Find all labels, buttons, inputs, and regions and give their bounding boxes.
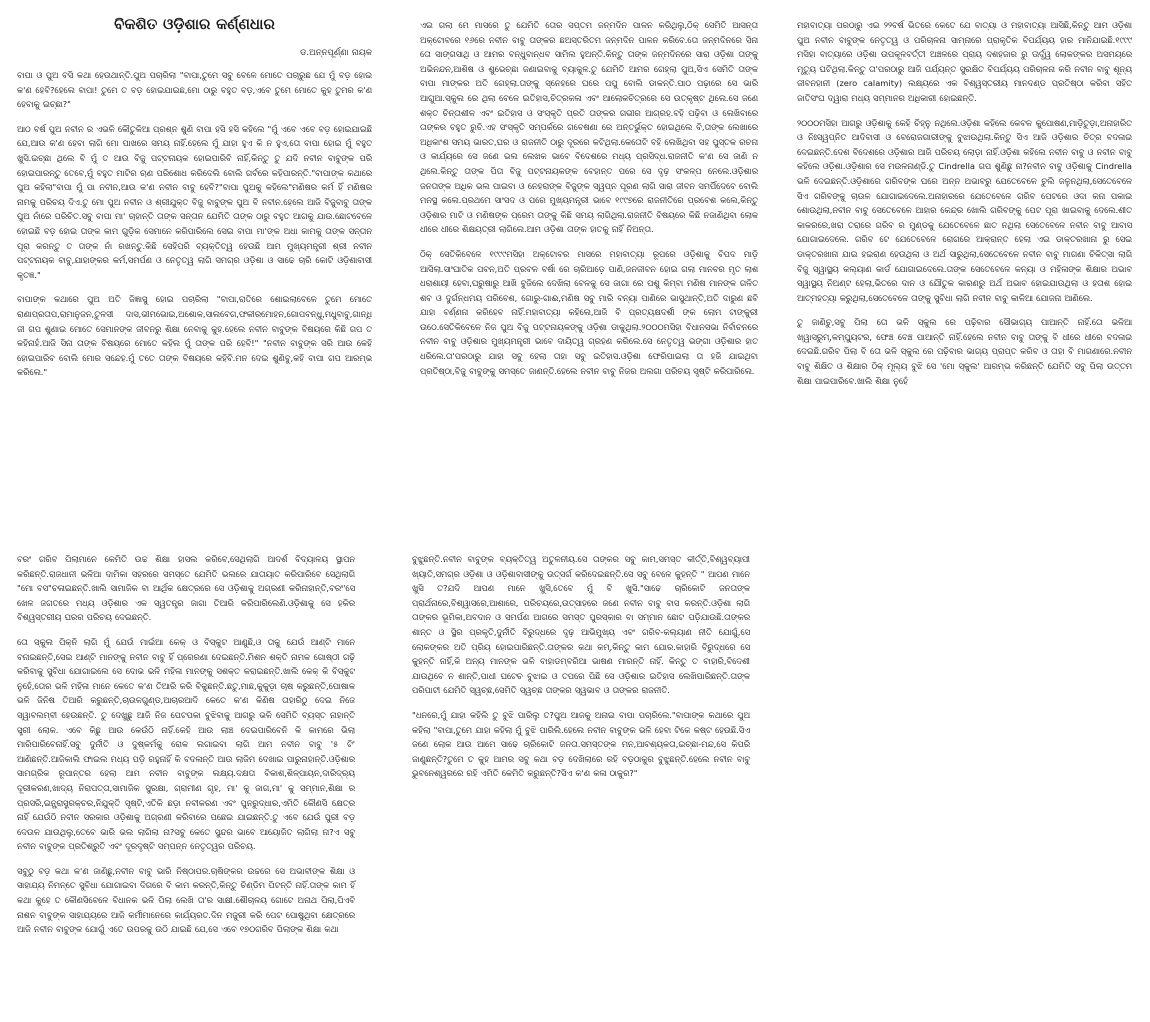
paragraph: ବାପାଙ୍କ କଥାରେ ପୁଅ ଅତି ଜିଜ୍ଞାସୁ ହୋଇ ପଚାରିଲା "ବାପା,ରାତିରେ ଶୋଇଲାବେଳେ ତୁମେ ମୋତେ ରାଣାପ୍ରତାପ,ରାମାନୁଜନ,ତୁଳସୀ ଦାସ,ଭୀମଭୋଇ,ଅଶୋକ,ସାଲବେଗ,ଫକୀରମୋହନ,ଗୋପବନ୍ଧୁ,ମଧୁବାବୁ,ଗାନ୍ଧି ଜୀ ଗପ ଶୁଣାଇ ମୋତେ ସେମାନଙ୍କ ଜୀବନରୁ ଶିକ୍ଷା ନେବାକୁ କୁହ.ହେଲେ ନବୀନ ବାବୁଙ୍କ ବିଷୟରେ କିଛି ଗପ ତ କହିନାହଁ.ଆଜି ସିନା ତାଙ୍କ ବିଷୟରେ ମୋତେ କହିଲ ମୁଁ ତାଙ୍କ ପରି ହେବି!" "ନବୀନ ବାବୁଙ୍କ ସରି ଆଉ କେହି ହୋଇପାରିବ ବୋଲି ମୋର ସନ୍ଦେହ.ମୁଁ ତତେ ତାଙ୍କ ବିଷୟରେ କହିବି.ମନ ଦେଇ ଶୁଣିବୁ,କହି ବାପା ଗପ ଆରମ୍ଭ କରିଲେ." <box>17 294 372 378</box>
paragraph: "ଧନରେ,ମୁଁ ଯାହା କହିଲି ତୁ ବୁଝି ପାରିଲୁ ତ?ପୁଅ ଆଜକୁ ଅନାଇ ବାପା ପଚାରିଲେ."ବାପାଙ୍କ କଥାରେ ପୁଅ କହିଲା "ବାପା,ତୁମେ ଯାହା କହିଲା ମୁଁ ବୁଝି ପାରିଲି.ହେଲେ ନବୀନ ବାବୁଙ୍କ ଭଳି ହେବା ଟିକେ କଷ୍ଟ ହେଉଛି.ସିଏ ଜଣେ ଲୋକ ଆଉ ଆମେ ସାଢେ ଚାରିକୋଟି ଜନତା.ସମସ୍ତଙ୍କ ମନ,ଆବଶ୍ୟକତା,ଇଚ୍ଛା-ମନ୍ଦ,ସେ କିପରି ଜାଣୁଛନ୍ତି?ତୁମେ ତ କୁହ ଆମର ସବୁ କଥା ବଡ଼ ଦେଖିଲାରେ ରହି ବଡ଼ଠାକୁର ବୁଝୁଛନ୍ତି.ହେଲେ ନବୀନ ବାବୁ ଭୁବନେଶ୍ୱରରେ ରହି ଏମିତି କେମିତି କରୁଛନ୍ତି?ସିଏ କ'ଣ କଳା ଠାକୁର?" <box>412 709 750 779</box>
paragraph: ବାପା ଓ ପୁଅ ବସି କଥା ହେଉଥାନ୍ତି.ପୁଅ ପଚାରିଲା "ବାପା,ତୁମେ ସବୁ ବେଳେ ମୋତେ ପଚାରୁଛ ଯେ ମୁଁ ବଡ଼ ହୋଇ କ'ଣ ହେବି?ହେଲେ ବାପା! ତୁମେ ତ ବଡ଼ ହୋଇଯାଇଛ,ମୋ ଠାରୁ ବହୁତ ବଡ଼,ଏବେ ତୁମେ ମୋତେ କୁହ ତୁମର କ'ଣ ହେବାକୁ ଇଚ୍ଛା?" <box>17 70 372 110</box>
paragraph: ଠିକ୍ ସେତିକିବେଳେ ୧୯୯୯ମସିହା ଅକ୍ଟୋବର ମାସରେ ମହାବାତ୍ୟା ରୂପରେ ଓଡ଼ିଶାକୁ ବିପଦ ମାଡ଼ି ଆସିଲା.ସାଂଘାତିକ ପବନ,ଅତି ପ୍ରବଳ ବର୍ଷା ରେ ଚାରିଆଡ଼େ ପାଣି,ଜନଜୀବନ ହୋଇ ଗଲା ମାନବର ମୃତ ଲାଶ ଧରାଶାୟୀ ହେବା,ଘରୁଷାରୁ ଆଖି ବୁଜିଲେ ଦେଖିଲା ବେଳକୁ ସେ ଜାଗା ରେ ପଶୁ କିମ୍ବା ମଣିଷ ମାନଙ୍କ ଗଳିତ ଶବ ଓ ଦୁର୍ଗନ୍ଧମୟ ପରିବେଶ, ଗୋରୁ-ଗାଈ,ମଣିଷ ସବୁ ମାରି ବନ୍ୟା ପାଣିରେ ଭାସୁଥାନ୍ତି,ଅତି ଦାରୁଣ ଛବି ଯାହା ବର୍ଣ୍ଣନା କରିହେବ ନାହିଁ.ମହାବାତ୍ୟା କହିଲେ,ଆଜି ବି ପ୍ରତ୍ୟକ୍ଷଦର୍ଶୀ ଙ୍କ ଲୋମ ଟାଙ୍କୁରୀ ଉଠେ.ସେତିକିବେଳେ ନିଜ ପୁଅ ବିଜୁ ପଟ୍ଟନାୟକଙ୍କୁ ଓଡ଼ିଶା ଡାକୁଥିଲା.୨୦୦୦ମସିହା ବିଧାନସଭା ନିର୍ବାଚନରେ ନବୀନ ବାବୁ ଓଡ଼ିଶାର ମୁଖ୍ୟମନ୍ତ୍ରୀ ଭାବେ ଦାୟିତ୍ୱ ଗ୍ରହଣ କରିଲେ.ସେ ନେତୃତ୍ୱ ଭଙ୍ଗା ଓଡ଼ିଶାର ହାତ ଧରିଲେ.ତା'ପରଠାରୁ ଯାହା ସବୁ ହେଲା ତାହା ସବୁ ଇତିହାସ.ଓଡ଼ିଶା ଫେରିପାଇଲା ତା ହଜି ଯାଇଥିବା ପ୍ରତିଷ୍ଠା,ବିଜୁ ବାବୁଙ୍କୁ ସମସ୍ତେ ଜାଣନ୍ତି.ହେଲେ ନବୀନ ବାବୁ ନିଜର ଅଲଗା ପରିଚୟ ସୃଷ୍ଟି କରିପାରିଲେ. <box>420 248 758 376</box>
author-byline: ଡ.ଅନ୍ନପୂର୍ଣ୍ଣା ନାୟକ <box>300 48 372 58</box>
paragraph: ଆଠ ବର୍ଷ ପୁଅ ନବୀନ ର ଏଭଳି କୌତୁକିଆ ପ୍ରଶ୍ନ ଶୁଣି ବାପା ହସି ହସି କହିଲେ "ମୁଁ ଏବେ ଏବେ ବଡ଼ ହୋଇଯାଇଛି ଯେ,ଆଉ କ'ଣ ହେବା ଲାଗି ମୋ ପାଖରେ ସମୟ ନାହିଁ.ହେଲେ ମୁଁ ଯାହା ହୁଏ କି ନ ହୁଏ,ତୋ ବାପା ହୋଇ ମୁଁ ବହୁତ ଖୁସି.ଇଚ୍ଛା ଥିଲେ ବି ମୁଁ ତ ଆଉ ବିଜୁ ପଟ୍ଟନାୟକ ହୋଇପାରିବି ନାହିଁ,କିନ୍ତୁ ତୁ ଯଦି ନବୀନ ବାବୁଙ୍କ ପରି ହୋଇପାରନ୍ତୁ ତେବେ,ମୁଁ ବହୁତ ମାଟିର ଋଣ ପରିଶୋଧ କରିଦେଲି ବୋଲି ଗର୍ବରେ କହିପାରନ୍ତି."ବାପାଙ୍କ କଥାରେ ପୁଅ କହିଲା"ବାପା ମୁଁ ପା ନବୀନ,ଆଉ କ'ଣ ନବୀନ ବାବୁ ହେବି?"ବାପା ପୁଅକୁ କହିଲେ"ମଣିଷର କର୍ମ ହିଁ ମଣିଷର ନାମକୁ ପରିଚୟ ଦିଏ.ତୁ ମୋ ପୁଅ ନବୀନ ଓ ଶ୍ରୀଯୁକ୍ତ ବିଜୁ ବାବୁଙ୍କ ପୁଅ ବି ନବୀନ.ହେଲେ ଆଜି ବିଜୁବାବୁ ତାଙ୍କ ପୁଅ ନାଁରେ ପରିଚିତ.ସବୁ ବାପା ମା' ଚାହାନ୍ତି ତାଙ୍କ ସନ୍ତାନ ଯେମିତି ତାଙ୍କ ଠାରୁ ବହୁତ ଆଗକୁ ଯାଉ.ଛୋଟବେଳେ ହୋଇଛି ବଡ଼ ହୋଇ ତାଙ୍କ କାମ ଗୁଡ଼ିକ ସେମାନେ କରିପାରିଲେ ସେଇ ବାପା ମା'ଙ୍କ ଅଧା କାମକୁ ତାଙ୍କ ସନ୍ତାନ ପୂରା କରନ୍ତୁ ତ ତାଙ୍କ ନାଁ ରଖନ୍ତୁ.କିଛି ସେହିପରି ବ୍ୟକ୍ତିତ୍ୱ ହେଉଛି ଆମ ମୁଖ୍ୟମନ୍ତ୍ରୀ ଶ୍ରୀ ନବୀନ ପଟ୍ଟନାୟକ ବାବୁ,ଯାହାଙ୍କର କର୍ମ,ସମର୍ପଣ ଓ ନେତୃତ୍ୱ ଲାଗି ସମଗ୍ର ଓଡ଼ିଶା ଓ ସାଢେ ଚାରି କୋଟି ଓଡ଼ିଶାବାସୀ କୃତଜ୍ଞ." <box>17 123 372 280</box>
article-column-5 <box>412 552 750 791</box>
paragraph: ସବୁଠୁ ବଡ଼ କଥା କ'ଣ ଜାଣିଛୁ,ନବୀନ ବାବୁ ଭାରି ନିଷ୍ଠାପର.ଚାଷିଙ୍କର ଉଚ୍ଚରେ ସେ ଅଭାବୀଙ୍କ ଶିକ୍ଷା ଓ ସାହାଯ୍ୟ ନିମନ୍ତେ ସୁବିଧା ଯୋଗାଇବା ଦିଗରେ ବି କାମ କରନ୍ତି,କିନ୍ତୁ ଚିଣ୍ଡିମ ପିଟନ୍ତି ନାହିଁ.ତାଙ୍କ କାମ ହିଁ କଥା କୁହେ ତ କୌଣସିବେଳେ ବିଧାନକ ଭଳି ପିଲା ଲେଖି ତା'ର ସାକ୍ଷୀ.ଶୌଚାଳୟ ଗୋଟେ ଅନାଥ ପିଲା,ପିଏବି ନାଶନ ବାବୁଙ୍କ ସାହାଯ୍ୟରେ ଆଜି କର୍ମୀମାନେରେ କାର୍ଯ୍ୟରତ.ଦିନ ମଜୁରୀ କରି ପେଟ ପୋଷୁଥିବା କ୍ଷେତ୍ରରେ ଆଜି ନବୀନ ବାବୁଙ୍କ ଯୋଗୁଁ ଏତେ ଉପରକୁ ଉଠି ଯାଇଛି ଯେ,ସେ ଏବେ ୧୭୦ଗରିବ ପିଲାଙ୍କ ଶିକ୍ଷା କଥା <box>17 865 355 935</box>
paragraph: ତୋ ସ୍କୁଲ ପିକ୍‌ନି ଲାଗି ମୁଁ ଯେଉଁ ମାଇଁଆ କେକ୍ ଓ ବିସ୍କୁଟ ଆଣୁଛି,ଓ ତାକୁ ଯେଉଁ ଆଣ୍ଟି ମାନେ ବନାଇଛନ୍ତି,ସେଇ ଆଣ୍ଟି ମାନଙ୍କୁ ନବୀନ ବାବୁ ହିଁ ପ୍ରେରଣା ଦେଇଛନ୍ତି.ମିଶନ ଶକ୍ତି ନାମକ ଗୋଷ୍ଠୀ ଗଢ଼ି କରିବାକୁ ସୁବିଧା ଯୋଗାଇଲେ ସେ ଦୋଭ ଭଳି ମହିଳା ମାନଙ୍କୁ ସଶକ୍ତ କରାଇଛନ୍ତି.ଖାଲି କେକ୍ କି ବିସ୍କୁଟ ନୁହେଁ,ତୋର ଭଳି ମହିଳା ମାନେ କେତେ କ'ଣ ତିଆରି କରି ବିକୁଛନ୍ତି.ଛତୁ,ମାଛ,କୁକୁଡ଼ା ଚାଷ କରୁଛନ୍ତି,ପୋଷାକ ଭଳି ଜିନିଷ ତିଆରି କରୁଛନ୍ତି,ଚାଉଳଗୁଣ୍ଡ,ଆଚାରଆଦି କେତେ କ'ଣ କିଣିଷ ତାହାରିଠୁ ଦେଇ ନିଜେ ସ୍ୱାବଲମ୍ବୀ ହେଉଛନ୍ତି. ତୁ ଦେଖୁଛୁ ଆଜି ନିଜ ପେଟପକା ବୁଝିବାକୁ ଆଗରୁ ଭଳି ସେମିତି ବ୍ୟସ୍ତ ନାହାନ୍ତି ସ୍ତ୍ରୀ ଲୋକ. ଏବେ କିଛୁ ଆଉ କେଉଁଠି ନାହିଁ.କେହି ଆଉ ଲାଞ୍ଚ ଦେଇପାରିବେନି କି କାମରେ ଭିଲା ମାରିପାରିବେନାହିଁ.ସବୁ ଦୁର୍ନୀତି ଓ ଦୁଷ୍କର୍ମକୁ ରୋକ ଲଗାଇବା ଲାଗି ଆମ ନବୀନ ବାବୁ '୫ ଟି' ଆଣିଛନ୍ତି.ଆଜିକାଲି ଫାଇଲ ମଧ୍ୟ ପଡ଼ି ରହୁନାହିଁ କି ବଦଳାନ୍ତି ଆଉ ଲାଜିମ ଦେଖାଇ ପାରୁନାହାନ୍ତି.ଓଡ଼ିଶାର ସାମଗ୍ରିକ ରୂପାନ୍ତର ହେଲା ଆମ ନବୀନ ବାବୁଙ୍କ ଲକ୍ଷ୍ୟ.ଦକ୍ଷତା ବିକାଶ,ଶିଳ୍ପାୟନ,ଦାରିଦ୍ର୍ୟ ଦୂରୀକରଣ,ଖାଦ୍ୟ ନିରାପତ୍ତା,ସାମାଜିକ ସୁରକ୍ଷା, ଗ୍ରାମୀଣ ଗୃହ, ମା' କୁ ଜାଗ,ମା' କୁ ସମ୍ମାନ,ଶିକ୍ଷା ର ପ୍ରସରି,ଇନ୍ଫ୍ରାସ୍ଟ୍ରକ୍ଚର,ନିଯୁକ୍ତି ସୃଷ୍ଟି,ଏତିକି ଛଡ଼ା ନବୀକରଣ ଏବଂ ପୁନରୁଦ୍ଧାର,ଏମିତି କୌଣସି କ୍ଷେତ୍ର ନାହିଁ ଯେଉଁଠି ନବୀନ ସରକାର ଓଡ଼ିଶାକୁ ଅଗ୍ରଣୀ କରିବାରେ ପଛେଇ ଯାଇଛନ୍ତି.ତୁ ଏବେ ଯେଉଁ ପୁରୀ ବଡ଼ ଦେଉଳ ଯାଉଥିଲୁ,ତେବେ ଭାରି ଭଲ ଲାଗିଲା ନା?ସବୁ କେତେ ସୁନ୍ଦର ଭାବେ ଆୟୋଜିତ ଲାଗିଲା ନା?ଏ ସବୁ ନବୀନ ବାବୁଙ୍କ ପ୍ରତିଶ୍ରୁତି ଏବଂ ଦୂରଦୃଷ୍ଟି ସମ୍ପନ୍ନ ନେତୃତ୍ୱର ପରିଚୟ. <box>17 636 355 852</box>
paragraph: ବୁଝୁଛନ୍ତି.ନବୀନ ବାବୁଙ୍କ ବ୍ୟକ୍ତିତ୍ୱ ଅତୁଳନୀୟ.ସେ ତାଙ୍କର ସବୁ କାମ,ସମସ୍ତ କୀର୍ତ୍ତି,ବିଶ୍ୱବ୍ୟାପୀ ଖ୍ୟାତି,ସମଗ୍ର ଓଡ଼ିଶା ଓ ଓଡ଼ିଶାବାସୀଙ୍କୁ ଉତ୍ସର୍ଗ କରିଦେଇଛନ୍ତି.ସେ ସବୁ ବେଳେ କୁହନ୍ତି " ଆପଣ ମାନେ ଖୁସି ତ?ଯଦି ଆପଣ ମାନେ ଖୁସି,ତେବେ ମୁଁ ବି ଖୁସି."ସାଢେ ଚାରିକୋଟି ଜନତାଙ୍କ ପ୍ରାର୍ଥନାରେ,ବିଶ୍ୱାସରେ,ଆଶାରେ, ପରିଚୟରେ,ଉତ୍ସାହରେ ଜଣେ ନବୀନ ବାବୁ ବାସ କରନ୍ତି.ଓଡ଼ିଶା ଲାଗି ତାଙ୍କର ଭୂମିକା,ଅବଦାନ ଓ ସମର୍ପଣ ଆଗରେ ସମସ୍ତ ପୁରସ୍କାର ବା ସମ୍ମାନ ଛୋଟ ପଡ଼ିଯାଉଛି.ତାଙ୍କର ଶାନ୍ତ ଓ ସ୍ଥିର ପ୍ରକୃତି,ଦୁର୍ନୀତି ବିରୁଦ୍ଧରେ ଦୃଢ଼ ଆଭିମୁଖ୍ୟ ଏବଂ ଗରିବ-କଲ୍ୟାଣ ନୀତି ଯୋଗୁଁ,ସେ ଲୋକଙ୍କର ଅତି ପ୍ରିୟ ହୋଇପାରିଛନ୍ତି.ତାଙ୍କର କଥା କମ୍,କିନ୍ତୁ କାମ ଯୋର.କାହାରି ବିରୁଦ୍ଧରେ ସେ କୁହନ୍ତି ନାହିଁ,କି ଅନ୍ୟ ମାନଙ୍କ ଭଳି ବାହାଡମ୍ବରିଆ ଭାଷଣ ମାରନ୍ତି ନାହିଁ. କିନ୍ତୁ ତ ବାହାରି,ବିଦେଶୀ ଯାଉଥିବେ ନ ଶାନ୍ତି,ପାଧୀ ଘଟେଚ ବୁଝାଇ ଓ ତପରେ ପିଛି ସେ ଓଡ଼ିଶାର ଇତିହାସ ଲେଖିପାରିଛନ୍ତି.ତାଙ୍କ ପରିପାଟୀ ଯେମିତି ସ୍ୱଚ୍ଛ,ସେମିତି ସ୍ୱଚ୍ଛ ତାଙ୍କର ସ୍ୱଭାବ ଓ ତାଙ୍କର ରାଜନୀତି. <box>412 554 750 696</box>
article-column-3 <box>797 18 1132 398</box>
article-column-1 <box>17 14 372 390</box>
paragraph: ମହାବାତ୍ୟା ପରଠାରୁ ଏଇ ୨୨ବର୍ଷ ଭିତରେ କେତେ ଯେ ବାତ୍ୟା ଓ ମହାବାତ୍ୟା ଆସିଛି,କିନ୍ତୁ ଆମ ଓଡ଼ିଶା ପୁଅ ନବୀନ ବାବୁଙ୍କ ନେତୃତ୍ୱ ଓ ପରିଚାଳନା ସାମ୍ନାରେ ପ୍ରାକୃତିକ ବିପର୍ଯ୍ୟୟ ହାର ମାନିଯାଇଛି.୧୯୯୯ ମସିହା ବାତ୍ୟାରେ ଓଡ଼ିଶା ଉପକୂଳବର୍ତ୍ତୀ ଅଞ୍ଚଳରେ ପ୍ରାୟ ଦଶହଜାର ରୁ ଊର୍ଦ୍ଧ୍ୱ ଲୋକଙ୍କର ଅସମୟରେ ମୃତ୍ୟୁ ଘଟିଥିଲା.କିନ୍ତୁ ତା'ପରଠାରୁ ଆଜି ପର୍ଯ୍ୟନ୍ତ ସୁରକ୍ଷିତ ବିପର୍ଯ୍ୟୟ ପରିଚାଳନା କରି ନବୀନ ବାବୁ ଶୂନ୍ୟ ଜୀବନହାନୀ (zero calamity) ଲକ୍ଷ୍ୟରେ ଏକ ବିଶ୍ୱସ୍ତରୀୟ ମାନଦଣ୍ଡ ପ୍ରତିଷ୍ଠା କରିବା ସହିତ ଜାତିସଂଘ ଦ୍ୱାରା ମଧ୍ୟ ସମ୍ମାନର ଅଧିକାରୀ ହୋଇଛନ୍ତି. <box>797 20 1132 103</box>
paragraph: ତୁ ଜାଣିଚୁ,ସବୁ ପିଲା ତୋ ଭଳି ସ୍କୁଲ ରେ ପଢ଼ିବାର ସୌଭାଗ୍ୟ ପାଆନ୍ତି ନାହିଁ.ତୋ ଭଳିଆ ଖ୍ୱାସରୁମ୍,କମ୍ପ୍ୟୁଟର, ଫେଞ୍ଚ ବେଞ୍ଚ ପାଆନ୍ତି ନାହିଁ.ହେଲେ ନବୀନ ବାବୁ ତାଙ୍କୁ ବି ଧୀରେ ଧୀରେ ବଦଳାଇ ଦେଇଛି.ଗରିବ ପିଲା ବି ତୋ ଭଳି ସ୍କୁଲ ରେ ପଢ଼ିବାର ଭାଗ୍ୟ ପ୍ରାପ୍ତ କରିବ ଓ ତାହା ବି ମାଗଣାରେ.ନବୀନ ବାବୁ ଶିକ୍ଷିତ ଓ ଶିକ୍ଷାର ଠିକ୍ ମୂଲ୍ୟ ବୁଝି ସେ 'ମୋ ସ୍କୁଲ' ଆରମ୍ଭ କରିଛନ୍ତି ଯେମିତି ସବୁ ପିଲା ଉତ୍ତମ ଶିକ୍ଷା ପାଇପାରିବେ.ଖାଲି ଶିକ୍ଷା ନୁହେଁ <box>797 317 1132 386</box>
paragraph: ବରଂ ଗରିବ ପିଲାମାନେ କେମିତି ଉଚ୍ଚ ଶିକ୍ଷା ହାସଲ କରିବେ,ସେଥିଲାଗି ଆଦର୍ଶ ବିଦ୍ୟାଳୟ ସ୍ଥାପନ କରିଛନ୍ତି.ରାଜଧାନୀ ଭଳିଆ ଦାମିକା ସହରରେ ସମସ୍ତେ ଯେମିତି ଭଲରେ ଯାତାୟାତ କରିପାରିବେ ସେଥିଲାଗି "ମୋ ବସ"ଚଳାଇଛନ୍ତି.ଖାଲି ସାମାଜିକ ବା ଆର୍ଥିକ କ୍ଷେତ୍ରରେ ସେ ଓଡ଼ିଶାକୁ ଅଗ୍ରଣୀ କରିନାହାନ୍ତି,ବରଂ'ସେ ଖେଳ ଜଗତରେ ମଧ୍ୟ ଓଡ଼ିଶାର ଏକ ସ୍ୱତନ୍ତ୍ର ଜାଗା ତିଆରି କରିପାରିଲେଣି.ଓଡ଼ିଶାକୁ ସେ ହକିର ବିଶ୍ୱସ୍ତରୀୟ ଘରର ପରିଚୟ ଦେଇଛନ୍ତି. <box>17 554 355 623</box>
paragraph: ୨୦୦୦ମସିହା ଆଗରୁ ଓଡ଼ିଶାକୁ କେହି ଚିହ୍ନୁ ନଥିଲେ.ଓଡ଼ିଶା କହିଲେ କେବଳ କୁପୋଷଣ,ମାଡ଼ିତୁଡ଼ା,ଅନାହାରିତ ଓ ନିଃସ୍ୱପ୍ନିତ ଆଦିବାସୀ ଓ ବେରୋଜଗାରୀଙ୍କୁ ବୁଝାଉଥିଲା.କିନ୍ତୁ ସିଏ ଆଜି ଓଡ଼ିଶାର ଚିତ୍ର ବଦଳାଇ ଦେଇଛନ୍ତି.ଦେଶ ବିଦେଶରେ ଓଡ଼ିଶାର ଆଜି ପରିଚୟ ଲୋଡ଼ା ନାହିଁ.ଓଡ଼ିଶା କହିଲେ ନବୀନ ବାବୁ ଓ ନବୀନ ବାବୁ କହିଲେ ଓଡ଼ିଶା.ଓଡ଼ିଶାର ସେ ମଉଳନାଣ୍ଡି.ତୁ Cindrella ଗପ ଶୁଣିଛୁ ନା?ନବୀନ ବାବୁ ଓଡ଼ିଶାକୁ Cindrella ଭଳି ଦେଇଛନ୍ତି.ଓଡ଼ିଶାରେ ଗରିବଙ୍କ ଘରେ ଅନ୍ନ ଅଭାବରୁ ଯେତେବେଳେ ଚୁଲି ଜଳୁନଥିଲା,ସେତେବେଳେ ସିଏ ଗରିବଙ୍କୁ ଚାଉଳ ଯୋଗାଇଦେଲେ.ଅନାହାରରେ ଯେତେବେଳେ ଗରିବ ପେଟରେ ଓଦା କନା ପକାଇ ଶୋଉଥିଲା,ନବୀନ ବାବୁ ସେତେବେଳେ ଆହାର କେନ୍ଦ୍ର ଖୋଲି ଗରିବଙ୍କୁ ପେଟ ପୂରା ଖାଇବାକୁ ଦେଲେ.ଶୀତ କାକରରେ,ଖରା ତରାରେ ଗରିବ ର ମୁଣ୍ଡକୁ ଯେତେବେଳେ ଛାତ ନଥିଲା ସେତେବେଳେ ନବୀନ ବାବୁ ଆବାସ ଯୋଗାଇଦେଲେ. ଗରିବ ଟେ ଯେତେବେଳେ ରୋଗରେ ଆକ୍ରାନ୍ତ ହେଲା ଏଇ ଡାକ୍ତରଖାନା ରୁ ସେଇ ଡାକ୍ତରଖାନା ଯାଇ ହଇରାଣ ହେଉଥିଲା ଓ ଅର୍ଥ ସାରୁଥିଲା,ସେତେବେଳେ ନବୀନ ବାବୁ ମାଗଣା ଚିକିତ୍ସା ଲାଗି ବିଜୁ ସ୍ୱାସ୍ଥ୍ୟ କଲ୍ୟାଣ କାର୍ଡ ଯୋଗାଇଦେଲେ.ତାଙ୍କ ସେତେବେଳେ କନ୍ୟା ଓ ମହିଳାଙ୍କ ଶିକ୍ଷାର ଅଭାବ ସ୍ୱାସ୍ଥ୍ୟ ନିଅଣ୍ଟ ହେଲା,ଭିତରେ ଦାନ ଓ ଯୌତୁକ କାରଣରୁ ଅର୍ଥ ଅଭାବ ହୋଇଯାଉଥିଲା ଓ ହତାଶ ହୋଇ ଆତ୍ମହତ୍ୟା କରୁଥିଲା,ସେତେବେଳେ ତାଙ୍କୁ ସୁବିଧା ଲାଗି ନବୀନ ବାବୁ କାଳିଆ ଯୋଜନା ଆଣିଲେ. <box>797 117 1132 303</box>
article-column-2 <box>420 18 758 388</box>
article-column-4 <box>17 552 355 947</box>
paragraph: ଏଇ ଗଲା ମେ ମାସରେ ତୁ ଯେମିତି ତୋର ସପ୍ତମ ଜନ୍ମଦିନ ପାଳନ କରିଥିଲୁ,ଠିକ୍ ସେମିତି ଆସନ୍ତା ଅକ୍ଟୋବରେ ୧୬ରେ ନବୀନ ବାବୁ ତାଙ୍କର ଛଅସ୍ତରିତମ ଜନ୍ମଦିନ ପାଳନ କରିବେ.ତୋ ଜନ୍ମଦିନରେ ସିନା ତୋ ସାଙ୍ଗସାଥି ଓ ଆମର ବନ୍ଧୁବାନ୍ଧବ ସାମିଲ ହୁଅନ୍ତି.କିନ୍ତୁ ତାଙ୍କ ଜନ୍ମଦିନରେ ସାରା ଓଡ଼ିଶା ତାଙ୍କୁ ଅଭିନନ୍ଦନ,ଆଶିଷ ଓ ଶୁଭେଚ୍ଛା ଜଣାଇବାକୁ ବ୍ୟାକୁଳ.ତୁ ଯେମିତି ଆମର ଗେହ୍ଲା ପୁଅ,ସିଏ ସେମିତି ତାଙ୍କ ବାପା ମାଙ୍କର ଅତି ଗେହ୍ଲା.ତାଙ୍କୁ ସ୍ନେହରେ ଘରେ ପପୁ ବୋଲି ଡାକନ୍ତି.ପାଠ ପଢ଼ାରେ ସେ ଭାରି ଆଗୁଆ.ସ୍କୁଲ ରେ ଥିଲା ବେଳେ ଇତିହାସ,ଚିତ୍ରକଳା ଏବଂ ଆଲୋକଚିତ୍ରରେ ସେ ଉତ୍କୃଷ୍ଟ ଥିଲେ.ସେ ଜଣେ ଶକ୍ତ ଚିନ୍ତାଶୀଳ ଏବଂ ଇତିହାସ ଓ ସଂସ୍କୃତି ପ୍ରତି ତାଙ୍କର ଗଭୀର ଆଗ୍ରହ.ବହି ପଢ଼ିବା ଓ ଲେଖିବାରେ ତାଙ୍କର ବହୁତ ରୁଚି.ଏହ ସଂସ୍କୃତି ସମ୍ପର୍କରେ ଗବେଷଣା ରେ ଅନ୍ତର୍ଭୁକ୍ତ ହୋଇଥିଲେ ବି,ତାଙ୍କ ଲେଖାରେ ଅଧିକାଂଶ ସମୟ ଭାରତ,ଘର ଓ ରାଜନୀତି ଠାରୁ ଦୂରରେ କଟିଥିଲା.କେତୋଟି ବହି ଲେଖିଥିବା ସହ ପୁସ୍ତକ ରଚନା ଓ କାର୍ଯ୍ୟରେ ସେ ଜଣେ ଭଲ ଲେଖକ ଭାବେ ବିଦେଶରେ ମଧ୍ୟ ପ୍ରସିଦ୍ଧ.ରାଜନୀତି କ'ଣ ସେ ଜାଣି ନ ଥିଲେ.କିନ୍ତୁ ତାଙ୍କ ପିତା ବିଜୁ ପଟ୍ଟନାୟକଙ୍କ ବେହାନ୍ତ ପରେ ସେ ଦୃଢ଼ ସଂକଳ୍ପ ନେଲେ.ଓଡ଼ିଶାର ଜନତାଙ୍କ ଅଧିକ ଭଲ ପାଇବା ଓ ନେହରାଙ୍କ ବିଜୁଙ୍କ ସ୍ୱପ୍ନ ପୂରଣ ଲାଗି ସାରା ଜୀବନ ସମର୍ପିଦେବେ ବୋଲି ମନସ୍ଥ କଲେ.ପ୍ରଥମେ ସାଂସଦ ଓ ପରେ ମୁଖ୍ୟମନ୍ତ୍ରୀ ଭାବେ ୧୯୯୭ରେ ରାଜନୀତିରେ ପ୍ରବେଶ କଲେ,କିନ୍ତୁ ଓଡ଼ିଶାର ମାଟି ଓ ମଣିଷଙ୍କ ପ୍ରେମ ତାଙ୍କୁ କିଛି ସମୟ ଲାଗିଥିଲା.ରାଜନୀତି ବିଷୟରେ କିଛି ନଜାଣିଥିବା ଲୋକ ଧୀରେ ଧୀରେ ଶିକ୍ଷୟତ୍ରୀ ଲାଗିଲେ.ଆମ ଓଡ଼ିଶା ତାଙ୍କ ହାତକୁ ନାହିଁ ନିଅନ୍ତା. <box>420 20 758 235</box>
article-title: ବିକଶିତ ଓଡ଼ିଶାର କର୍ଣ୍ଣଧାର <box>114 15 275 33</box>
